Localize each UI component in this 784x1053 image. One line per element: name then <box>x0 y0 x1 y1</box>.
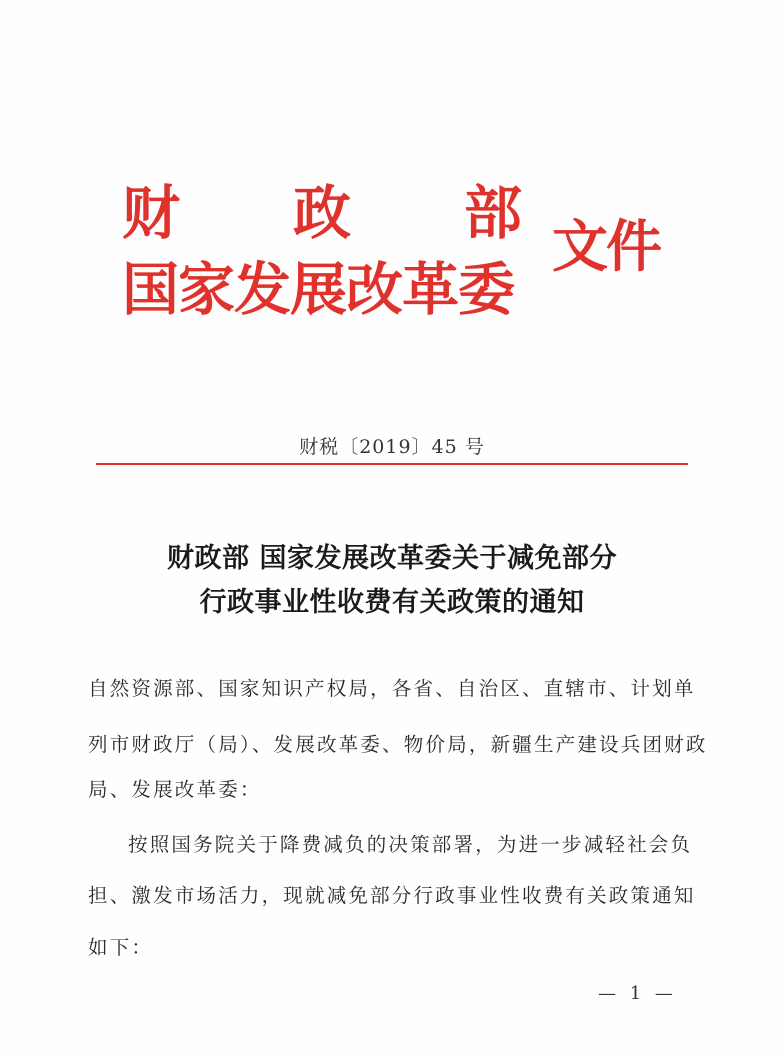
document-title-line-2: 行政事业性收费有关政策的通知 <box>199 587 585 618</box>
issuer-char-1: 财 <box>122 179 181 247</box>
issuer-line-1 <box>122 179 522 247</box>
document-number: 财税〔2019〕45 号 <box>299 436 485 458</box>
issuer-line-2: 国家发展改革委 <box>122 257 514 323</box>
addressee-line-3: 局、发展改革委： <box>88 778 262 801</box>
addressee-line-2: 列市财政厅（局）、发展改革委、物价局，新疆生产建设兵团财政 <box>88 733 708 756</box>
red-divider-line <box>96 463 688 465</box>
addressee-line-1: 自然资源部、国家知识产权局，各省、自治区、直辖市、计划单 <box>88 677 696 700</box>
issuer-char-3: 部 <box>463 179 522 247</box>
page-number: — 1 — <box>598 983 677 1004</box>
paragraph-line-2: 担、激发市场活力，现就减免部分行政事业性收费有关政策通知 <box>88 884 696 907</box>
paragraph-line-3: 如下： <box>88 936 154 959</box>
issuer-char-2: 政 <box>292 179 351 247</box>
document-type-label: 文件 <box>552 215 660 280</box>
paragraph-line-1: 按照国务院关于降费减负的决策部署，为进一步减轻社会负 <box>128 833 693 856</box>
document-title-line-1: 财政部 国家发展改革委关于减免部分 <box>167 543 617 574</box>
